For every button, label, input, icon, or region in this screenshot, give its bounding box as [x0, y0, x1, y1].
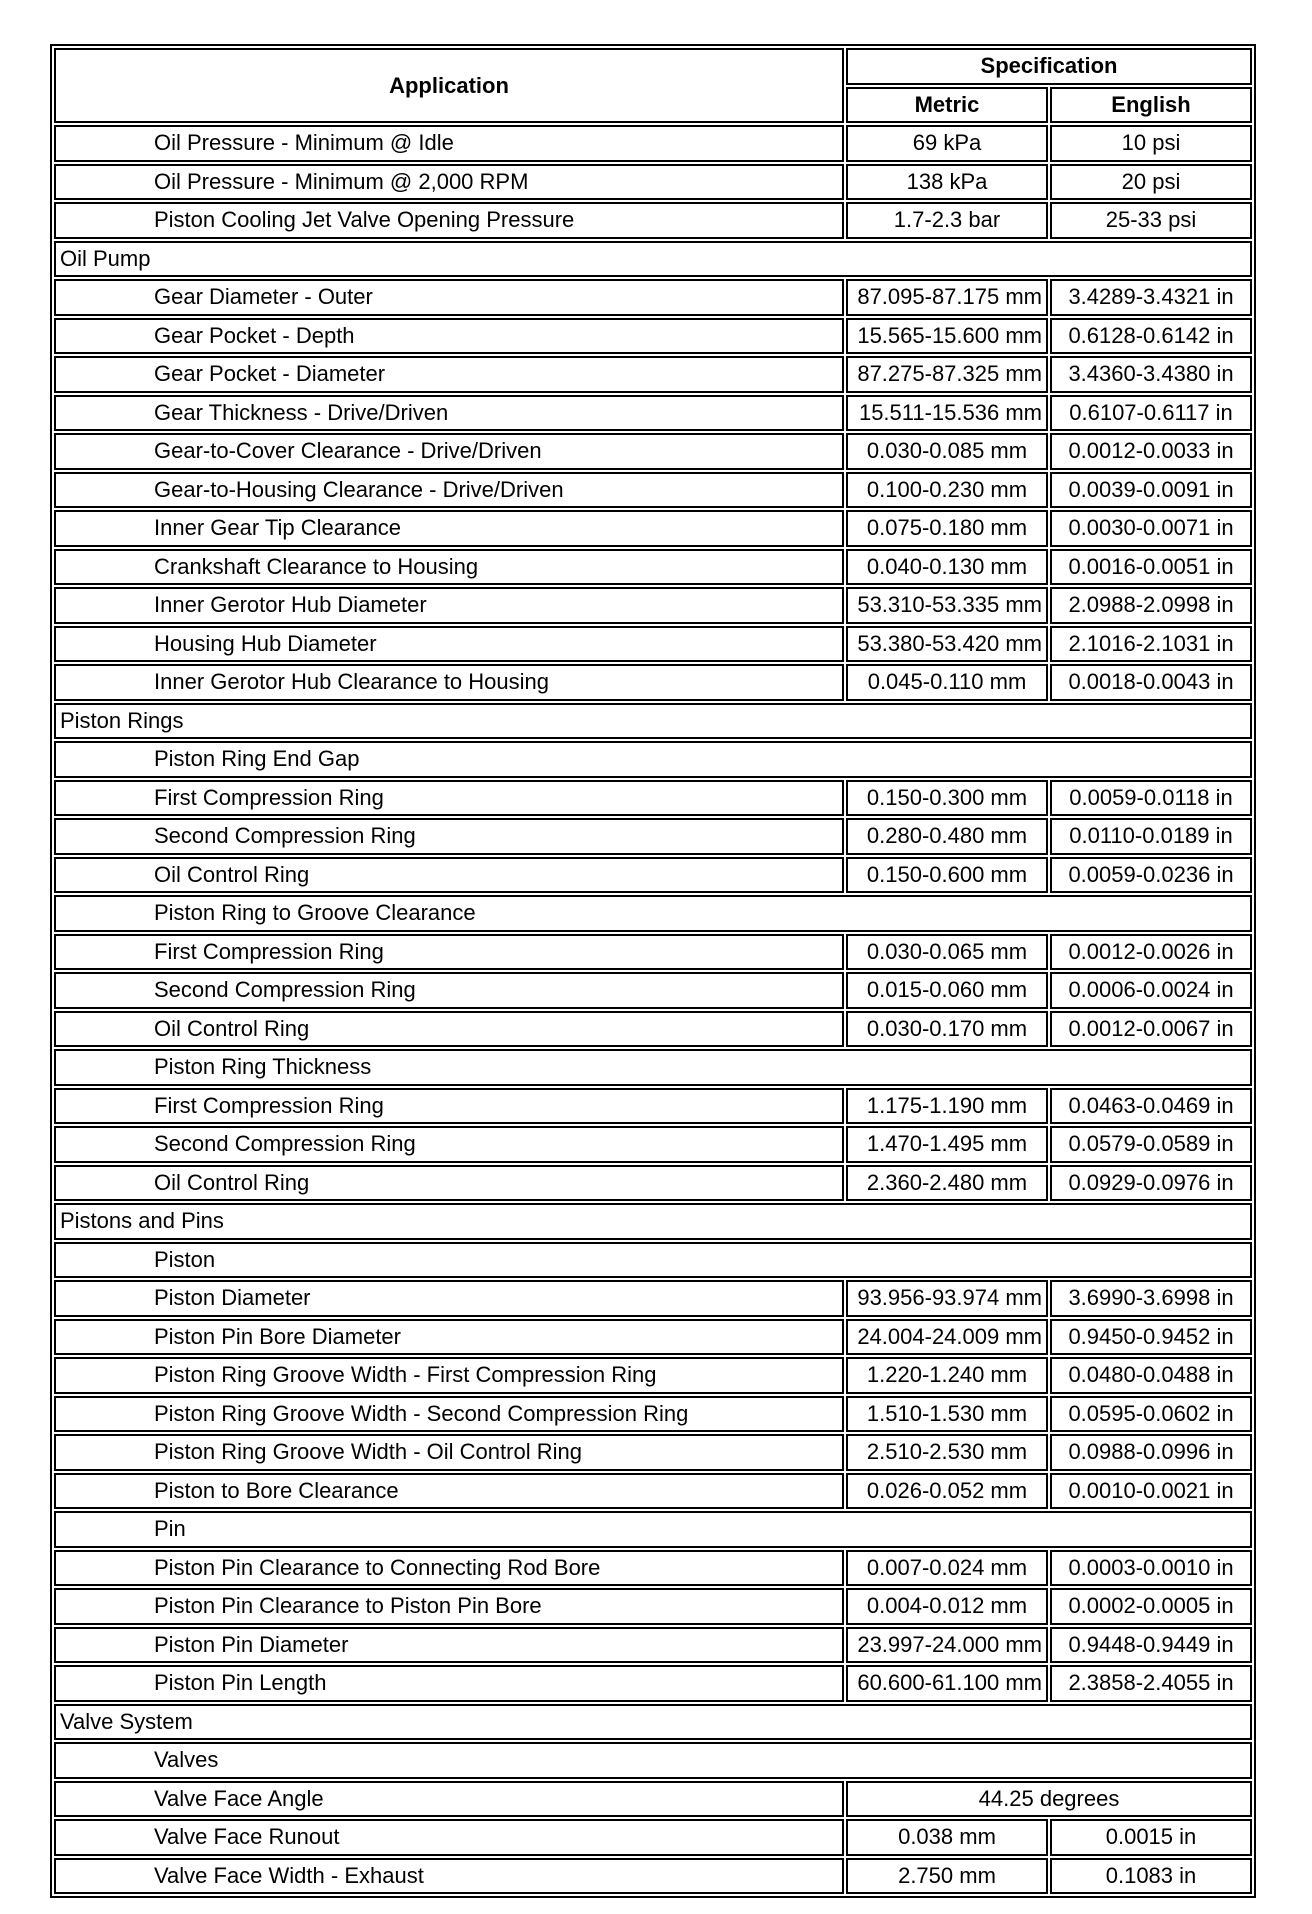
application-cell: First Compression Ring	[54, 1088, 844, 1125]
table-row	[54, 510, 1252, 547]
application-cell: Oil Control Ring	[54, 1011, 844, 1048]
metric-cell: 87.095-87.175 mm	[846, 279, 1048, 316]
metric-cell: 0.030-0.170 mm	[846, 1011, 1048, 1048]
english-cell: 0.6128-0.6142 in	[1050, 318, 1252, 355]
application-cell: Housing Hub Diameter	[54, 626, 844, 663]
application-cell: Inner Gerotor Hub Diameter	[54, 587, 844, 624]
application-cell: Piston Ring Groove Width - Second Compression Ring	[54, 1396, 844, 1433]
application-cell: Piston Pin Bore Diameter	[54, 1319, 844, 1356]
spec-grid	[50, 44, 1256, 1898]
metric-cell: 1.510-1.530 mm	[846, 1396, 1048, 1433]
english-cell: 0.0003-0.0010 in	[1050, 1550, 1252, 1587]
metric-cell: 1.470-1.495 mm	[846, 1126, 1048, 1163]
english-cell: 0.0012-0.0026 in	[1050, 934, 1252, 971]
metric-cell: 0.150-0.300 mm	[846, 780, 1048, 817]
english-cell: 0.0039-0.0091 in	[1050, 472, 1252, 509]
section-row	[54, 703, 1252, 740]
english-cell: 25-33 psi	[1050, 202, 1252, 239]
metric-cell: 138 kPa	[846, 164, 1048, 201]
subsection-row	[54, 895, 1252, 932]
table-row	[54, 1011, 1252, 1048]
metric-cell: 60.600-61.100 mm	[846, 1665, 1048, 1702]
spec-merged-cell: 44.25 degrees	[846, 1781, 1252, 1818]
application-cell: Gear-to-Housing Clearance - Drive/Driven	[54, 472, 844, 509]
english-cell: 0.0012-0.0033 in	[1050, 433, 1252, 470]
metric-cell: 2.750 mm	[846, 1858, 1048, 1895]
metric-cell: 0.280-0.480 mm	[846, 818, 1048, 855]
metric-cell: 53.380-53.420 mm	[846, 626, 1048, 663]
english-cell: 2.0988-2.0998 in	[1050, 587, 1252, 624]
section-row	[54, 241, 1252, 278]
english-cell: 3.4289-3.4321 in	[1050, 279, 1252, 316]
table-row	[54, 857, 1252, 894]
table-row	[54, 780, 1252, 817]
table-row	[54, 1473, 1252, 1510]
application-cell: Oil Control Ring	[54, 1165, 844, 1202]
section-label: Oil Pump	[54, 241, 1252, 278]
application-cell: Inner Gerotor Hub Clearance to Housing	[54, 664, 844, 701]
english-cell: 0.0988-0.0996 in	[1050, 1434, 1252, 1471]
application-cell: Inner Gear Tip Clearance	[54, 510, 844, 547]
metric-cell: 69 kPa	[846, 125, 1048, 162]
table-row	[54, 818, 1252, 855]
metric-cell: 0.026-0.052 mm	[846, 1473, 1048, 1510]
application-cell: Valve Face Angle	[54, 1781, 844, 1818]
application-cell: Gear-to-Cover Clearance - Drive/Driven	[54, 433, 844, 470]
subsection-label: Piston	[54, 1242, 1252, 1279]
table-row	[54, 972, 1252, 1009]
metric-cell: 24.004-24.009 mm	[846, 1319, 1048, 1356]
header-application: Application	[54, 48, 844, 123]
table-row	[54, 549, 1252, 586]
english-cell: 0.0002-0.0005 in	[1050, 1588, 1252, 1625]
table-header	[54, 48, 1252, 123]
metric-cell: 2.510-2.530 mm	[846, 1434, 1048, 1471]
subsection-label: Piston Ring End Gap	[54, 741, 1252, 778]
section-row	[54, 1203, 1252, 1240]
english-cell: 0.9448-0.9449 in	[1050, 1627, 1252, 1664]
english-cell: 0.0059-0.0236 in	[1050, 857, 1252, 894]
table-row	[54, 164, 1252, 201]
metric-cell: 0.045-0.110 mm	[846, 664, 1048, 701]
table-row	[54, 626, 1252, 663]
section-label: Pistons and Pins	[54, 1203, 1252, 1240]
metric-cell: 2.360-2.480 mm	[846, 1165, 1048, 1202]
english-cell: 0.0006-0.0024 in	[1050, 972, 1252, 1009]
metric-cell: 1.175-1.190 mm	[846, 1088, 1048, 1125]
application-cell: Gear Thickness - Drive/Driven	[54, 395, 844, 432]
table-row	[54, 1396, 1252, 1433]
english-cell: 0.6107-0.6117 in	[1050, 395, 1252, 432]
metric-cell: 0.004-0.012 mm	[846, 1588, 1048, 1625]
metric-cell: 0.015-0.060 mm	[846, 972, 1048, 1009]
subsection-row	[54, 741, 1252, 778]
table-row	[54, 934, 1252, 971]
subsection-label: Piston Ring Thickness	[54, 1049, 1252, 1086]
application-cell: First Compression Ring	[54, 780, 844, 817]
application-cell: First Compression Ring	[54, 934, 844, 971]
table-row	[54, 1357, 1252, 1394]
english-cell: 0.0010-0.0021 in	[1050, 1473, 1252, 1510]
table-row	[54, 433, 1252, 470]
application-cell: Oil Pressure - Minimum @ 2,000 RPM	[54, 164, 844, 201]
english-cell: 0.9450-0.9452 in	[1050, 1319, 1252, 1356]
english-cell: 0.0595-0.0602 in	[1050, 1396, 1252, 1433]
table-row	[54, 125, 1252, 162]
english-cell: 0.0059-0.0118 in	[1050, 780, 1252, 817]
metric-cell: 0.040-0.130 mm	[846, 549, 1048, 586]
table-row	[54, 202, 1252, 239]
application-cell: Gear Diameter - Outer	[54, 279, 844, 316]
application-cell: Piston Pin Clearance to Connecting Rod Bore	[54, 1550, 844, 1587]
table-row	[54, 1550, 1252, 1587]
english-cell: 10 psi	[1050, 125, 1252, 162]
table-row	[54, 1858, 1252, 1895]
metric-cell: 0.038 mm	[846, 1819, 1048, 1856]
application-cell: Piston Pin Diameter	[54, 1627, 844, 1664]
table-row	[54, 1781, 1252, 1818]
subsection-label: Piston Ring to Groove Clearance	[54, 895, 1252, 932]
application-cell: Oil Pressure - Minimum @ Idle	[54, 125, 844, 162]
subsection-row	[54, 1242, 1252, 1279]
metric-cell: 87.275-87.325 mm	[846, 356, 1048, 393]
english-cell: 0.0012-0.0067 in	[1050, 1011, 1252, 1048]
table-row	[54, 1434, 1252, 1471]
table-row	[54, 1165, 1252, 1202]
application-cell: Piston Pin Length	[54, 1665, 844, 1702]
application-cell: Piston Diameter	[54, 1280, 844, 1317]
english-cell: 20 psi	[1050, 164, 1252, 201]
application-cell: Piston Cooling Jet Valve Opening Pressure	[54, 202, 844, 239]
table-row	[54, 1280, 1252, 1317]
english-cell: 2.1016-2.1031 in	[1050, 626, 1252, 663]
english-cell: 0.1083 in	[1050, 1858, 1252, 1895]
english-cell: 3.6990-3.6998 in	[1050, 1280, 1252, 1317]
table-row	[54, 1627, 1252, 1664]
metric-cell: 0.100-0.230 mm	[846, 472, 1048, 509]
application-cell: Piston to Bore Clearance	[54, 1473, 844, 1510]
english-cell: 0.0463-0.0469 in	[1050, 1088, 1252, 1125]
metric-cell: 0.030-0.085 mm	[846, 433, 1048, 470]
metric-cell: 53.310-53.335 mm	[846, 587, 1048, 624]
metric-cell: 0.075-0.180 mm	[846, 510, 1048, 547]
application-cell: Piston Pin Clearance to Piston Pin Bore	[54, 1588, 844, 1625]
english-cell: 0.0018-0.0043 in	[1050, 664, 1252, 701]
table-row	[54, 356, 1252, 393]
english-cell: 3.4360-3.4380 in	[1050, 356, 1252, 393]
application-cell: Second Compression Ring	[54, 1126, 844, 1163]
application-cell: Gear Pocket - Diameter	[54, 356, 844, 393]
table-row	[54, 1819, 1252, 1856]
table-row	[54, 1126, 1252, 1163]
english-cell: 0.0929-0.0976 in	[1050, 1165, 1252, 1202]
subsection-row	[54, 1742, 1252, 1779]
metric-cell: 93.956-93.974 mm	[846, 1280, 1048, 1317]
application-cell: Second Compression Ring	[54, 818, 844, 855]
table-row	[54, 395, 1252, 432]
metric-cell: 23.997-24.000 mm	[846, 1627, 1048, 1664]
table-row	[54, 587, 1252, 624]
spec-table	[50, 44, 1256, 1898]
table-row	[54, 472, 1252, 509]
table-body	[54, 125, 1252, 1894]
application-cell: Piston Ring Groove Width - Oil Control Ring	[54, 1434, 844, 1471]
metric-cell: 0.150-0.600 mm	[846, 857, 1048, 894]
subsection-row	[54, 1049, 1252, 1086]
english-cell: 0.0030-0.0071 in	[1050, 510, 1252, 547]
metric-cell: 0.030-0.065 mm	[846, 934, 1048, 971]
english-cell: 0.0110-0.0189 in	[1050, 818, 1252, 855]
subsection-label: Valves	[54, 1742, 1252, 1779]
header-metric: Metric	[846, 87, 1048, 124]
metric-cell: 0.007-0.024 mm	[846, 1550, 1048, 1587]
header-english: English	[1050, 87, 1252, 124]
subsection-label: Pin	[54, 1511, 1252, 1548]
section-row	[54, 1704, 1252, 1741]
application-cell: Valve Face Width - Exhaust	[54, 1858, 844, 1895]
english-cell: 0.0579-0.0589 in	[1050, 1126, 1252, 1163]
table-row	[54, 1665, 1252, 1702]
application-cell: Gear Pocket - Depth	[54, 318, 844, 355]
table-row	[54, 1319, 1252, 1356]
section-label: Valve System	[54, 1704, 1252, 1741]
section-label: Piston Rings	[54, 703, 1252, 740]
metric-cell: 1.220-1.240 mm	[846, 1357, 1048, 1394]
application-cell: Piston Ring Groove Width - First Compression Ring	[54, 1357, 844, 1394]
header-specification: Specification	[846, 48, 1252, 85]
application-cell: Second Compression Ring	[54, 972, 844, 1009]
metric-cell: 15.565-15.600 mm	[846, 318, 1048, 355]
english-cell: 2.3858-2.4055 in	[1050, 1665, 1252, 1702]
subsection-row	[54, 1511, 1252, 1548]
table-row	[54, 1088, 1252, 1125]
table-row	[54, 1588, 1252, 1625]
table-row	[54, 279, 1252, 316]
table-row	[54, 318, 1252, 355]
metric-cell: 1.7-2.3 bar	[846, 202, 1048, 239]
english-cell: 0.0016-0.0051 in	[1050, 549, 1252, 586]
application-cell: Oil Control Ring	[54, 857, 844, 894]
english-cell: 0.0480-0.0488 in	[1050, 1357, 1252, 1394]
metric-cell: 15.511-15.536 mm	[846, 395, 1048, 432]
english-cell: 0.0015 in	[1050, 1819, 1252, 1856]
table-row	[54, 664, 1252, 701]
application-cell: Crankshaft Clearance to Housing	[54, 549, 844, 586]
application-cell: Valve Face Runout	[54, 1819, 844, 1856]
